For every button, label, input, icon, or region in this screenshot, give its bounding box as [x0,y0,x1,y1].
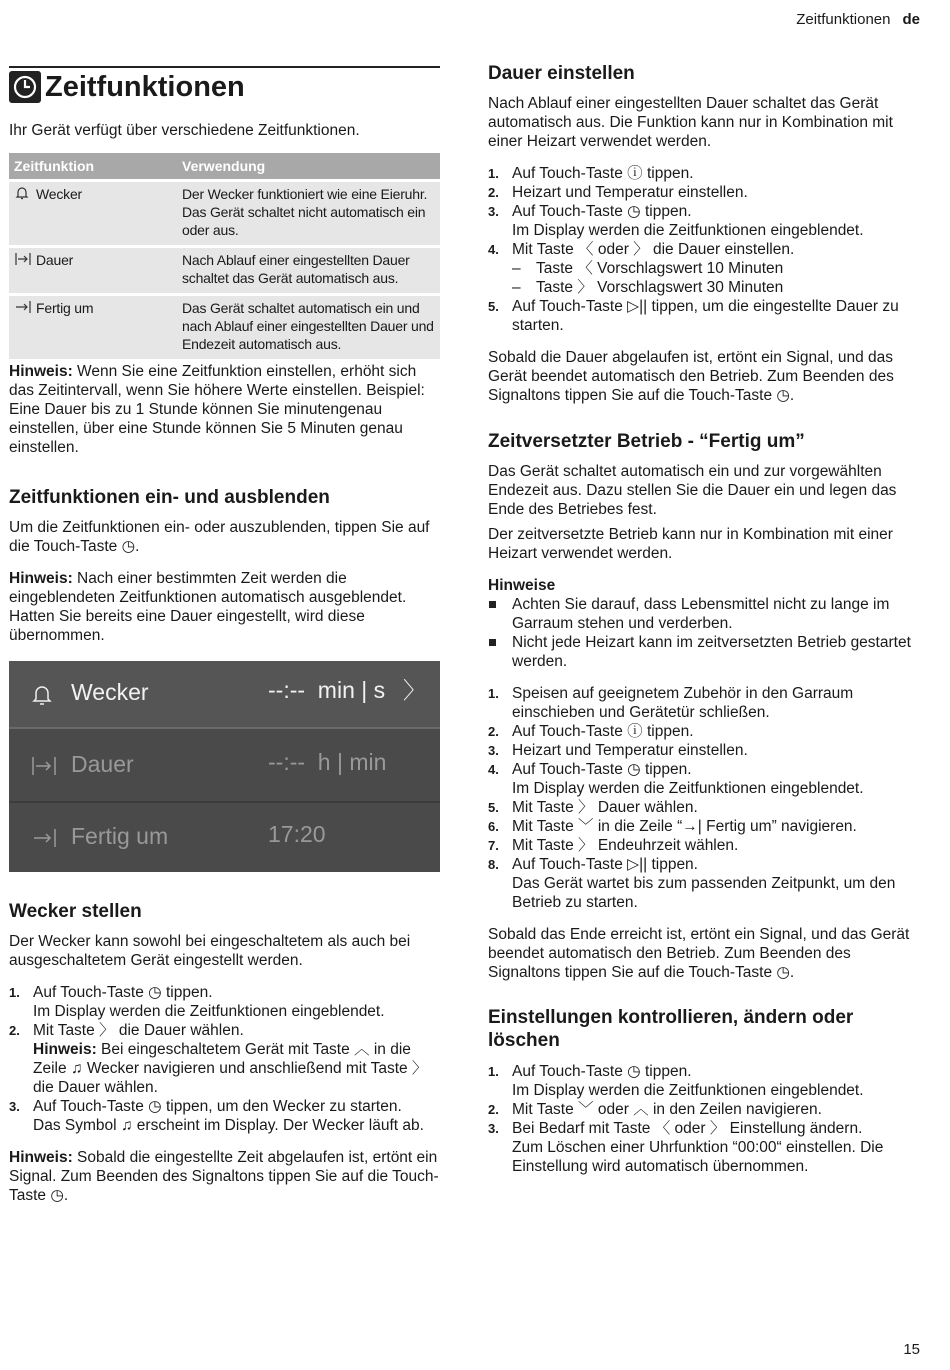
table-row [9,247,440,295]
section-note: Hinweis: Nach einer bestimmten Zeit werden die eingeblendeten Zeitfunktionen automatisch ausgeblendet. Hatten Sie bereits eine Dauer eingestellt, wird diese übernommen. [9,570,407,644]
page-title [9,66,440,104]
bell-icon [14,185,36,205]
list-item: 7. Mit Taste 〉 Endeuhrzeit wählen. [488,837,739,854]
list-item: 2. Auf Touch-Taste ⓘ tippen. [488,723,694,740]
section-show-hide [9,486,440,645]
bell-icon [31,683,53,709]
header-section: Zeitfunktionen [796,11,891,28]
display-row-dauer[interactable]: Dauer --:-- h | min [9,729,440,801]
time-functions-table [9,153,440,359]
steps-list [488,684,920,912]
section-text: Nach Ablauf einer eingestellten Dauer schaltet das Gerät automatisch aus. Die Funktion kann nur in Kombination mit einer Heizart verwendet werden. [488,95,893,150]
list-item: 1. Auf Touch-Taste ⓘ tippen. [488,165,694,182]
list-item: 3. Auf Touch-Taste ◷ tippen. Im Display werden die Zeitfunktionen eingeblendet. [488,203,864,239]
section-title: Zeitversetzter Betrieb - “Fertig um” [488,431,805,452]
list-item: 4. Mit Taste 〈 oder 〉 die Dauer einstellen. – Taste 〈 Vorschlagswert 10 Minuten – Taste 〉 Vorschlagswert 30 Minuten [488,240,920,297]
list-item: 2. Heizart und Temperatur einstellen. [488,184,748,201]
page-header [796,10,920,29]
notes-list [488,595,920,671]
duration-icon [31,755,57,779]
section-duration [488,62,920,405]
row-usage: Nach Ablauf einer eingestellten Dauer schaltet das Gerät automatisch aus. [177,247,440,295]
section-title: Zeitfunktionen ein- und ausblenden [9,487,330,508]
row-usage: Das Gerät schaltet automatisch ein und nach Ablauf einer eingestellten Dauer und Endezeit automatisch aus. [177,295,440,360]
section-alarm [9,900,440,1205]
display-row-wecker[interactable]: Wecker --:-- min | s 〉 [9,661,440,727]
list-item: 5. Mit Taste 〉 Dauer wählen. [488,799,698,816]
intro-text: Ihr Gerät verfügt über verschiedene Zeitfunktionen. [9,122,360,139]
list-item: Achten Sie darauf, dass Lebensmittel nicht zu lange im Garraum stehen und verderben. [488,595,920,633]
list-item: 2. Mit Taste 〉 die Dauer wählen. Hinweis: Bei eingeschaltetem Gerät mit Taste ︿ in die Zeile ♫ Wecker navigieren und anschließend mit Taste 〉 die Dauer wählen. [9,1022,428,1096]
list-item: 6. Mit Taste ﹀ in die Zeile “→| Fertig um” navigieren. [488,818,857,835]
table-row [9,181,440,247]
section-title: Wecker stellen [9,901,142,922]
end-time-icon [14,299,36,319]
section-text: Sobald die Dauer abgelaufen ist, ertönt ein Signal, und das Gerät beendet automatisch den Betrieb. Zum Beenden des Signaltons tippen Sie auf die Touch-Taste ◷. [488,349,894,404]
oven-display [9,661,440,872]
section-title: Dauer einstellen [488,63,635,84]
row-name: Fertig um [36,300,94,316]
page-title-text: Zeitfunktionen [45,71,245,103]
section-settings [488,1006,920,1176]
clock-icon [9,71,41,103]
table-row [9,295,440,360]
section-text: Der Wecker kann sowohl bei eingeschaltetem als auch bei ausgeschaltetem Gerät eingestellt werden. [9,933,411,969]
note-interval: Hinweis: Wenn Sie eine Zeitfunktion einstellen, erhöht sich das Zeitintervall, wenn Sie höhere Werte einstellen. Beispiel: Eine Dauer bis zu 1 Stunde können Sie minutengenau einstellen, über eine Stunde können Sie 5 Minuten genau einstellen. [9,363,425,456]
section-text: Sobald das Ende erreicht ist, ertönt ein Signal, und das Gerät beendet automatisch den Betrieb. Zum Beenden des Signaltons tippen Sie auf die Touch-Taste ◷. [488,926,910,981]
section-text: Der zeitversetzte Betrieb kann nur in Kombination mit einer Heizart verwendet werden. [488,526,893,562]
section-title: Einstellungen kontrollieren, ändern oder löschen [488,1007,854,1051]
row-usage: Der Wecker funktioniert wie eine Eieruhr. Das Gerät schaltet nicht automatisch ein oder aus. [177,181,440,247]
section-delayed [488,430,920,982]
duration-icon [14,251,36,271]
row-name: Wecker [36,186,82,202]
section-note: Hinweis: Sobald die eingestellte Zeit abgelaufen ist, ertönt ein Signal. Zum Beenden des Signaltons tippen Sie auf die Touch-Taste ◷. [9,1149,439,1204]
notes-title: Hinweise [488,577,556,594]
steps-list [488,1062,920,1176]
header-lang: de [902,11,920,28]
list-item: 1. Auf Touch-Taste ◷ tippen. Im Display werden die Zeitfunktionen eingeblendet. [488,1063,864,1099]
section-text: Um die Zeitfunktionen ein- oder auszublenden, tippen Sie auf die Touch-Taste ◷. [9,519,430,555]
section-text: Das Gerät schaltet automatisch ein und zur vorgewählten Endezeit aus. Dazu stellen Sie die Dauer ein und legen das Ende des Betriebes fest. [488,463,897,518]
list-item: 4. Auf Touch-Taste ◷ tippen. Im Display werden die Zeitfunktionen eingeblendet. [488,761,864,797]
end-time-icon [31,827,57,851]
list-item: Nicht jede Heizart kann im zeitversetzten Betrieb gestartet werden. [488,633,920,671]
list-item: 8. Auf Touch-Taste ▷|| tippen. Das Gerät wartet bis zum passenden Zeitpunkt, um den Betrieb zu starten. [488,856,896,911]
display-row-fertig-um[interactable]: Fertig um 17:20 [9,803,440,872]
page-number: 15 [903,1341,920,1358]
list-item: 1. Speisen auf geeignetem Zubehör in den Garraum einschieben und Gerätetür schließen. [488,685,854,721]
table-header-function: Zeitfunktion [9,153,177,181]
list-item: 2. Mit Taste ﹀ oder ︿ in den Zeilen navigieren. [488,1101,822,1118]
list-item: 5. Auf Touch-Taste ▷|| tippen, um die eingestellte Dauer zu starten. [488,298,899,334]
list-item: 3. Auf Touch-Taste ◷ tippen, um den Wecker zu starten. Das Symbol ♫ erscheint im Display. Der Wecker läuft ab. [9,1098,424,1134]
chevron-right-icon[interactable]: 〉 [403,677,426,703]
steps-list [9,983,440,1135]
list-item: 3. Heizart und Temperatur einstellen. [488,742,748,759]
row-name: Dauer [36,252,74,268]
steps-list [488,164,920,335]
list-item: 1. Auf Touch-Taste ◷ tippen. Im Display werden die Zeitfunktionen eingeblendet. [9,984,385,1020]
list-item: 3. Bei Bedarf mit Taste 〈 oder 〉 Einstellung ändern. Zum Löschen einer Uhrfunktion “00:00“ einstellen. Die Einstellung wird automatisch übernommen. [488,1120,884,1175]
table-header-usage: Verwendung [177,153,440,181]
